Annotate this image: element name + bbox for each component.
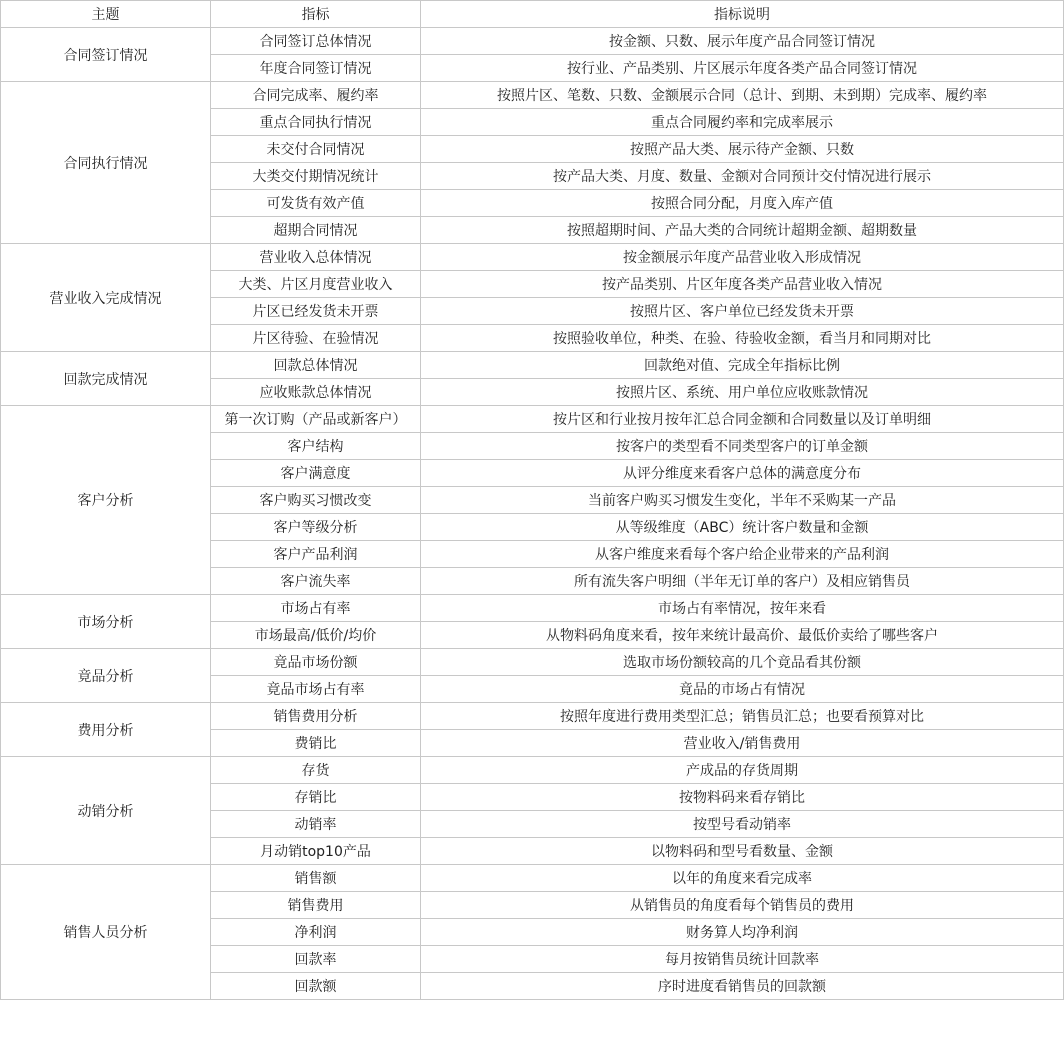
- indicator-cell: 销售费用分析: [211, 703, 421, 730]
- table-row: [1, 757, 1064, 784]
- topic-cell: 营业收入完成情况: [1, 244, 211, 352]
- table-row: [1, 406, 1064, 433]
- table-row: [1, 82, 1064, 109]
- indicator-cell: 竟品市场占有率: [211, 676, 421, 703]
- description-cell: 按照片区、系统、用户单位应收账款情况: [421, 379, 1064, 406]
- description-cell: 按客户的类型看不同类型客户的订单金额: [421, 433, 1064, 460]
- indicator-cell: 可发货有效产值: [211, 190, 421, 217]
- indicator-cell: 客户产品利润: [211, 541, 421, 568]
- indicator-cell: 客户购买习惯改变: [211, 487, 421, 514]
- table-row: [1, 244, 1064, 271]
- topic-cell: 合同执行情况: [1, 82, 211, 244]
- description-cell: 按产品大类、月度、数量、金额对合同预计交付情况进行展示: [421, 163, 1064, 190]
- description-cell: 回款绝对值、完成全年指标比例: [421, 352, 1064, 379]
- indicator-cell: 回款额: [211, 973, 421, 1000]
- topic-cell: 动销分析: [1, 757, 211, 865]
- description-cell: 从客户维度来看每个客户给企业带来的产品利润: [421, 541, 1064, 568]
- indicator-cell: 合同签订总体情况: [211, 28, 421, 55]
- indicator-cell: 月动销top10产品: [211, 838, 421, 865]
- description-cell: 按照片区、客户单位已经发货未开票: [421, 298, 1064, 325]
- topic-cell: 回款完成情况: [1, 352, 211, 406]
- indicator-cell: 市场占有率: [211, 595, 421, 622]
- description-cell: 按金额展示年度产品营业收入形成情况: [421, 244, 1064, 271]
- table-row: [1, 352, 1064, 379]
- description-cell: 按型号看动销率: [421, 811, 1064, 838]
- indicator-cell: 片区待验、在验情况: [211, 325, 421, 352]
- description-cell: 财务算人均净利润: [421, 919, 1064, 946]
- description-cell: 市场占有率情况，按年来看: [421, 595, 1064, 622]
- indicator-cell: 重点合同执行情况: [211, 109, 421, 136]
- indicator-cell: 未交付合同情况: [211, 136, 421, 163]
- topic-cell: 客户分析: [1, 406, 211, 595]
- indicator-cell: 大类交付期情况统计: [211, 163, 421, 190]
- header-topic: 主题: [1, 1, 211, 28]
- description-cell: 所有流失客户明细（半年无订单的客户）及相应销售员: [421, 568, 1064, 595]
- indicator-cell: 竟品市场份额: [211, 649, 421, 676]
- header-description: 指标说明: [421, 1, 1064, 28]
- description-cell: 每月按销售员统计回款率: [421, 946, 1064, 973]
- table-row: [1, 703, 1064, 730]
- indicator-cell: 大类、片区月度营业收入: [211, 271, 421, 298]
- topic-cell: 销售人员分析: [1, 865, 211, 1000]
- topic-cell: 竟品分析: [1, 649, 211, 703]
- description-cell: 选取市场份额较高的几个竟品看其份额: [421, 649, 1064, 676]
- indicator-cell: 片区已经发货未开票: [211, 298, 421, 325]
- indicator-cell: 第一次订购（产品或新客户）: [211, 406, 421, 433]
- indicator-cell: 年度合同签订情况: [211, 55, 421, 82]
- indicator-cell: 净利润: [211, 919, 421, 946]
- indicator-cell: 应收账款总体情况: [211, 379, 421, 406]
- description-cell: 当前客户购买习惯发生变化，半年不采购某一产品: [421, 487, 1064, 514]
- description-cell: 从评分维度来看客户总体的满意度分布: [421, 460, 1064, 487]
- description-cell: 按行业、产品类别、片区展示年度各类产品合同签订情况: [421, 55, 1064, 82]
- indicator-cell: 销售费用: [211, 892, 421, 919]
- header-indicator: 指标: [211, 1, 421, 28]
- table-row: [1, 595, 1064, 622]
- description-cell: 按照年度进行费用类型汇总；销售员汇总；也要看预算对比: [421, 703, 1064, 730]
- description-cell: 从销售员的角度看每个销售员的费用: [421, 892, 1064, 919]
- description-cell: 按金额、只数、展示年度产品合同签订情况: [421, 28, 1064, 55]
- indicator-cell: 回款总体情况: [211, 352, 421, 379]
- description-cell: 按产品类别、片区年度各类产品营业收入情况: [421, 271, 1064, 298]
- description-cell: 以年的角度来看完成率: [421, 865, 1064, 892]
- indicator-cell: 客户满意度: [211, 460, 421, 487]
- indicator-cell: 合同完成率、履约率: [211, 82, 421, 109]
- table-row: [1, 865, 1064, 892]
- description-cell: 以物料码和型号看数量、金额: [421, 838, 1064, 865]
- indicator-cell: 动销率: [211, 811, 421, 838]
- topic-cell: 费用分析: [1, 703, 211, 757]
- description-cell: 重点合同履约率和完成率展示: [421, 109, 1064, 136]
- topic-cell: 市场分析: [1, 595, 211, 649]
- indicator-cell: 市场最高/低价/均价: [211, 622, 421, 649]
- description-cell: 按照产品大类、展示待产金额、只数: [421, 136, 1064, 163]
- description-cell: 从物料码角度来看，按年来统计最高价、最低价卖给了哪些客户: [421, 622, 1064, 649]
- indicator-cell: 存货: [211, 757, 421, 784]
- indicator-cell: 客户流失率: [211, 568, 421, 595]
- indicator-cell: 费销比: [211, 730, 421, 757]
- description-cell: 产成品的存货周期: [421, 757, 1064, 784]
- description-cell: 竟品的市场占有情况: [421, 676, 1064, 703]
- indicator-cell: 存销比: [211, 784, 421, 811]
- description-cell: 按照片区、笔数、只数、金额展示合同（总计、到期、未到期）完成率、履约率: [421, 82, 1064, 109]
- description-cell: 按照合同分配，月度入库产值: [421, 190, 1064, 217]
- table-row: [1, 28, 1064, 55]
- topic-cell: 合同签订情况: [1, 28, 211, 82]
- description-cell: 从等级维度（ABC）统计客户数量和金额: [421, 514, 1064, 541]
- indicator-cell: 客户等级分析: [211, 514, 421, 541]
- table-row: [1, 649, 1064, 676]
- indicator-cell: 销售额: [211, 865, 421, 892]
- indicator-cell: 超期合同情况: [211, 217, 421, 244]
- indicator-cell: 营业收入总体情况: [211, 244, 421, 271]
- indicator-cell: 客户结构: [211, 433, 421, 460]
- description-cell: 按照超期时间、产品大类的合同统计超期金额、超期数量: [421, 217, 1064, 244]
- indicator-cell: 回款率: [211, 946, 421, 973]
- description-cell: 按照验收单位，种类、在验、待验收金额，看当月和同期对比: [421, 325, 1064, 352]
- description-cell: 按物料码来看存销比: [421, 784, 1064, 811]
- header-row: [1, 1, 1064, 28]
- description-cell: 按片区和行业按月按年汇总合同金额和合同数量以及订单明细: [421, 406, 1064, 433]
- table-body: [1, 28, 1064, 1000]
- description-cell: 序时进度看销售员的回款额: [421, 973, 1064, 1000]
- description-cell: 营业收入/销售费用: [421, 730, 1064, 757]
